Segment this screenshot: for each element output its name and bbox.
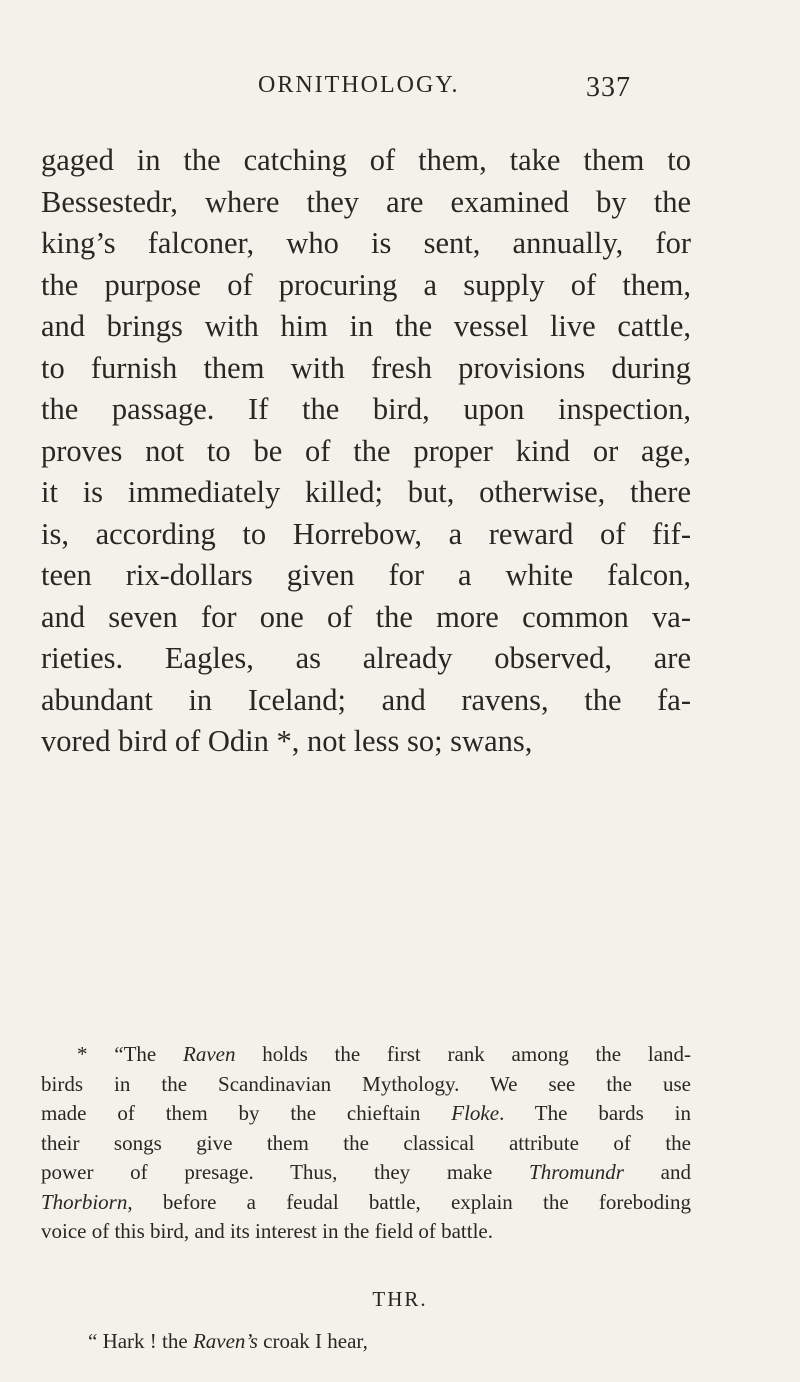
footnote-line: voice of this bird, and its interest in the field of battle.: [41, 1219, 493, 1243]
body-line: teen rix-dollars given for a white falcon,: [41, 558, 691, 592]
footnote-marker: *: [77, 1042, 88, 1066]
body-text: [41, 140, 691, 763]
body-line: it is immediately killed; but, otherwise, there: [41, 475, 691, 509]
body-line: and seven for one of the more common va-: [41, 599, 691, 634]
body-line: king’s falconer, who is sent, annually, for: [41, 226, 691, 260]
footnote-line: birds in the Scandinavian Mythology. We see the use: [41, 1071, 691, 1096]
footnote-line: made of them by the chieftain Floke. The bards in: [41, 1101, 692, 1125]
body-line: proves not to be of the proper kind or age,: [41, 433, 691, 468]
footnote-line: their songs give them the classical attribute of the: [41, 1130, 691, 1155]
running-title: ORNITHOLOGY.: [258, 72, 460, 98]
footnote-line: power of presage. Thus, they make Thromundr and: [41, 1160, 691, 1184]
footnote: [41, 1040, 691, 1247]
body-line: rieties. Eagles, as already observed, are: [41, 641, 691, 675]
body-line: the purpose of procuring a supply of them,: [41, 267, 691, 302]
footnote-line: Thorbiorn, before a feudal battle, explain the foreboding: [41, 1189, 691, 1214]
body-line: is, according to Horrebow, a reward of fif-: [41, 516, 691, 551]
body-line: and brings with him in the vessel live cattle,: [41, 309, 691, 343]
body-line: vored bird of Odin *, not less so; swans,: [41, 724, 533, 758]
verse-line: “ Hark ! the Raven’s croak I hear,: [88, 1329, 368, 1353]
footnote-line: * “The Raven holds the first rank among the land-: [77, 1042, 692, 1066]
body-line: abundant in Iceland; and ravens, the fa-: [41, 682, 691, 717]
body-line: gaged in the catching of them, take them to: [41, 143, 691, 177]
body-line: to furnish them with fresh provisions during: [41, 350, 691, 385]
body-line: Bessestedr, where they are examined by the: [41, 184, 691, 219]
body-line: the passage. If the bird, upon inspection,: [41, 392, 691, 426]
verse-heading: THR.: [372, 1287, 428, 1311]
verse: [88, 1327, 688, 1355]
page-number: 337: [586, 72, 631, 103]
